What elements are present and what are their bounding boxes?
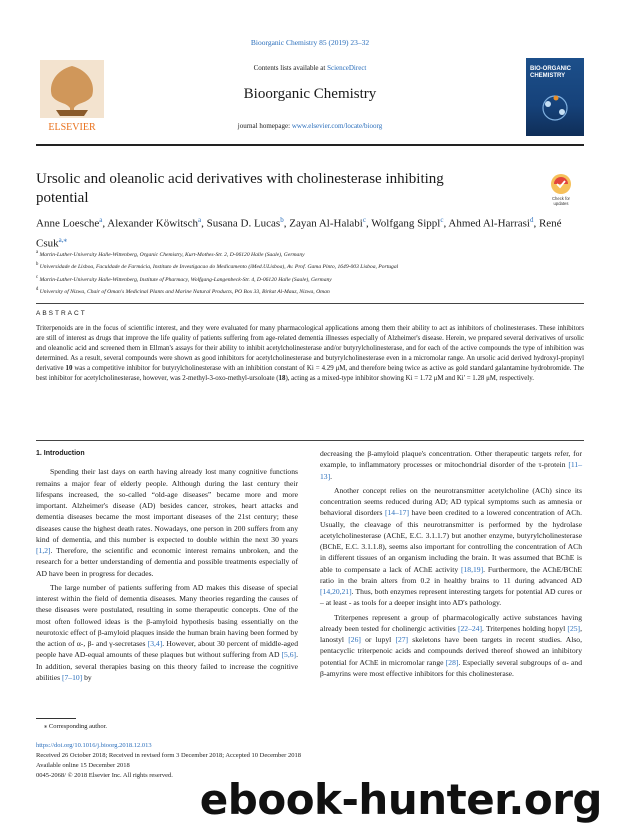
paragraph-text: . Thus, both enzymes represent interesting targets for potential AD cures or – at least - as tools for a deeper insight into AD's pathology.	[320, 587, 582, 608]
corresponding-author-footnote: ⁎ Corresponding author.	[44, 723, 108, 730]
author-separator: ,	[533, 217, 539, 230]
introduction-heading: 1. Introduction	[36, 450, 85, 457]
paragraph-text: by	[82, 672, 92, 682]
cover-title: BIO-ORGANIC CHEMISTRY	[530, 66, 571, 79]
paragraph-text: . Especially several subgroups of α- and β-amyrins were most effective inhibitors for this cholinesterase.	[320, 657, 583, 678]
journal-homepage	[36, 122, 584, 130]
affiliation-mark: d	[36, 287, 39, 293]
doi-link[interactable]: https://doi.org/10.1016/j.bioorg.2018.12.013	[36, 742, 152, 749]
citation-link[interactable]: [26]	[348, 635, 361, 644]
citation-link[interactable]: [1,2]	[36, 546, 51, 555]
body-paragraph	[36, 582, 298, 683]
citation-link[interactable]: [3,4]	[147, 639, 163, 648]
contents-line	[36, 64, 584, 72]
citation-link[interactable]: [14,20,21]	[320, 587, 352, 596]
author-affiliation-mark[interactable]: a	[99, 216, 103, 224]
paragraph-text: . In addition, several therapies basing on this theory failed to increase the cognitive abilities	[36, 650, 298, 682]
affiliation-mark: a	[36, 250, 39, 255]
citation-link[interactable]: [7–10]	[61, 672, 83, 682]
paragraph-text: , lanostyl	[320, 623, 582, 644]
affiliation-text: Martin-Luther-University Halle-Wittenberg, Organic Chemistry, Kurt-Mothes-Str. 2, D-06120 Halle (Saale), Germany	[38, 251, 305, 258]
author-affiliation-mark[interactable]: a	[197, 216, 202, 224]
author-affiliation-mark[interactable]: b	[280, 216, 284, 224]
header-rule	[36, 144, 584, 146]
journal-reference[interactable]: Bioorganic Chemistry 85 (2019) 23–32	[250, 38, 370, 47]
paragraph-text: . Therefore, the scientific and economic interest remains unbroken, and the research for a better understanding of dementia and possible treatments especially of AD have been in progress for decades.	[36, 546, 298, 578]
paragraph-text: Triterpenes represent a group of pharmacologically active substances having already been tested for cholinergic activities	[320, 612, 582, 633]
body-paragraph	[36, 466, 298, 579]
author-affiliation-mark[interactable]: a,⁎	[58, 235, 67, 244]
check-badge-line2: updates	[553, 201, 569, 206]
journal-cover-image	[526, 58, 584, 136]
citation-link[interactable]: [28]	[445, 657, 459, 667]
affiliation-mark: c	[36, 274, 39, 280]
check-for-updates-icon[interactable]	[546, 172, 576, 208]
paragraph-text: Another concept relies on the neurotransmitter acetylcholine (ACh) since its concentration seems reduced during AD; AD typical symptoms such as amnesia or behavioral disorders	[320, 485, 582, 518]
body-paragraph	[320, 448, 582, 482]
watermark-text: ebook-hunter.org	[199, 775, 602, 824]
homepage-prefix: journal homepage:	[237, 122, 292, 130]
abstract-rule-bottom	[36, 440, 584, 441]
received-dates: Received 26 October 2018; Received in revised form 3 December 2018; Accepted 10 December 2018	[36, 752, 301, 759]
author-separator: ,	[201, 217, 207, 230]
journal-header	[36, 58, 584, 138]
paragraph-text: Spending their last days on earth having already lost many cognitive functions remains a major fear of elderly people. Although during the last century their lifespans increased, the so-called “old-age diseases” became more and more important. Alzheimer's disease (AD) besides cancer, strokes, heart attacks and dementia diseases became the most important diseases of the 21st century; these diseases cause the highest death rates. Nowadays, one person in 200 suffers from any kind of dementia, and this number is expected to double within the next 30 years	[36, 467, 298, 544]
publisher-logo-text: ELSEVIER	[48, 122, 96, 133]
citation-link[interactable]: [27]	[395, 635, 409, 644]
affiliation-text: University of Nizwa, Chair of Oman's Medicinal Plants and Marine Natural Products, PO Box 33, Birkat Al-Mauz, Nizwa, Oman	[38, 288, 330, 295]
paragraph-text: . However, about 30 percent of middle-aged people have AD-equal amounts of these plaques but without suffering from AD	[36, 639, 298, 660]
affiliation-item	[36, 273, 584, 285]
author-affiliation-mark[interactable]: c	[440, 216, 444, 224]
paragraph-text: skeletons have been targets in recent studies. Also, pentacyclic triterpenoic acids and compounds derived thereof showed an inhibitory potential for AChE in micromolar range	[320, 635, 582, 667]
citation-link[interactable]: [5,6]	[281, 650, 297, 660]
abstract-rule-top	[36, 303, 584, 304]
contents-prefix: Contents lists available at	[253, 64, 328, 72]
homepage-link[interactable]: www.elsevier.com/locate/bioorg	[291, 122, 383, 130]
author-name: Anne Loesche	[36, 217, 100, 230]
citation-link[interactable]: [18,19]	[460, 564, 484, 574]
author-separator: ,	[283, 217, 290, 230]
article-title: Ursolic and oleanolic acid derivatives with cholinesterase inhibiting potential	[36, 171, 444, 206]
body-column-right	[320, 448, 582, 679]
author-name: René Csuk	[36, 217, 562, 250]
affiliation-item	[36, 260, 584, 272]
abstract-text: Triterpenoids are in the focus of scientific interest, and they were evaluated for many pharmacological applications among them their ability to act as inhibitors of cholinesterases. These inhibitors are still of interest as drugs that improve the life quality of patients suffering from age-related dementia illnesses especially of Alzheimer's disease. Herein, we prepared several derivatives of ursolic and oleanolic acid and screened them in Ellman's assays for their ability to inhibit acetylcholinesterase and/or butyrylcholinesterase, and for each of the active compounds the type of inhibition was determined. As a result, several compounds were shown as good inhibitors for acetylcholinesterase and butyrylcholinesterase even in a micromolar range. An ursolic acid derived hydroxyl-propinyl derivative 10 was a competitive inhibitor for butyrylcholinesterase with an inhibition constant of Ki = 4.29 μM, and therefore being twice as active as gold standard galantamine hydrobromide. The best inhibitor for acetylcholinesterase, however, was 2-methyl-3-oxo-methyl-ursoloate (18), acting as a mixed-type inhibitor showing Ki = 1.72 μM and Ki' = 1.28 μM, respectively.	[36, 325, 584, 382]
affiliation-item	[36, 285, 584, 297]
cover-molecule-icon	[526, 58, 584, 136]
author-separator: ,	[365, 217, 372, 230]
affiliation-mark: b	[36, 262, 39, 268]
abstract-heading: ABSTRACT	[36, 310, 87, 317]
author-affiliation-mark[interactable]: d	[529, 216, 534, 224]
body-paragraph	[320, 485, 582, 609]
author-list	[36, 212, 584, 251]
author-name: Ahmed Al-Harrasi	[448, 217, 530, 230]
affiliation-text: Universidade de Lisboa, Faculdade de Farmácia, Instituto de Investigacao do Medicamento (iMed.ULisboa), Av. Prof. Gama Pinto, 1649-003 Lisboa, Portugal	[38, 264, 399, 271]
body-paragraph	[320, 612, 582, 680]
author-separator: ,	[102, 217, 108, 230]
copyright-line: 0045-2068/ © 2018 Elsevier Inc. All rights reserved.	[36, 772, 173, 779]
sciencedirect-link[interactable]: ScienceDirect	[327, 64, 367, 72]
author-affiliation-mark[interactable]: c	[362, 216, 366, 224]
paragraph-text: have been credited to a lowered concentration of ACh. Usually, the cleavage of this neurotransmitter is performed by the hydrolase acetylcholinesterase (AChE, E.C. 3.1.1.7) but another enzyme, butyrylcholinesterase (BChE, E.C. 3.1.1.8), seems also important for controlling the concentration of ACh in different tissues of an organism including the brain. It was assumed that BChE is able to compensate a lack of AChE activity	[320, 508, 583, 574]
paragraph-text: .	[330, 471, 333, 481]
paragraph-text: decreasing the β-amyloid plaque's concentration. Other therapeutic targets refer, for example, to inflammatory processes or mitochondrial disorder of the τ-protein	[320, 449, 582, 470]
citation-link[interactable]: [14–17]	[384, 508, 409, 518]
affiliation-list	[36, 248, 584, 297]
author-name: Wolfgang Sippl	[371, 217, 441, 230]
affiliation-item	[36, 248, 584, 260]
author-name: Susana D. Lucas	[206, 217, 281, 230]
paragraph-text: The large number of patients suffering from AD makes this disease of special interest within the field of dementia diseases. Many theories regarding the causes of these diseases were postulated, resulting in some therapeutic concepts. One of the most often followed ideas is the β-amyloid hypothesis basing essentially on the neurotoxic effect of β-amyloid plaques inside the human brain having been formed by the action of α-, β- and γ-secretases	[36, 582, 298, 648]
available-online-date: Available online 15 December 2018	[36, 762, 130, 769]
author-name: Zayan Al-Halabi	[289, 217, 363, 230]
footnote-rule	[36, 718, 76, 719]
body-column-left	[36, 448, 298, 683]
paragraph-text: or lupyl	[360, 635, 396, 644]
citation-link[interactable]: [25]	[567, 623, 581, 633]
affiliation-text: Martin-Luther-University Halle-Wittenberg, Institute of Pharmacy, Wolfgang-Langenbeck-Str. 4, D-06120 Halle (Saale), Germany	[38, 276, 332, 283]
check-badge-line1: Check for	[552, 196, 570, 201]
citation-link[interactable]: [11–13]	[320, 460, 582, 481]
author-separator: ,	[443, 217, 449, 230]
journal-name: Bioorganic Chemistry	[243, 86, 377, 102]
citation-link[interactable]: [22–24]	[457, 623, 482, 633]
paragraph-text: . Triterpenes holding hopyl	[482, 623, 568, 633]
author-name: Alexander Köwitsch	[107, 217, 198, 230]
paragraph-text: . Furthermore, the AChE/BChE ratio in the brain alters from 0.2 in healthy brains to 11 during advanced AD	[320, 564, 582, 585]
